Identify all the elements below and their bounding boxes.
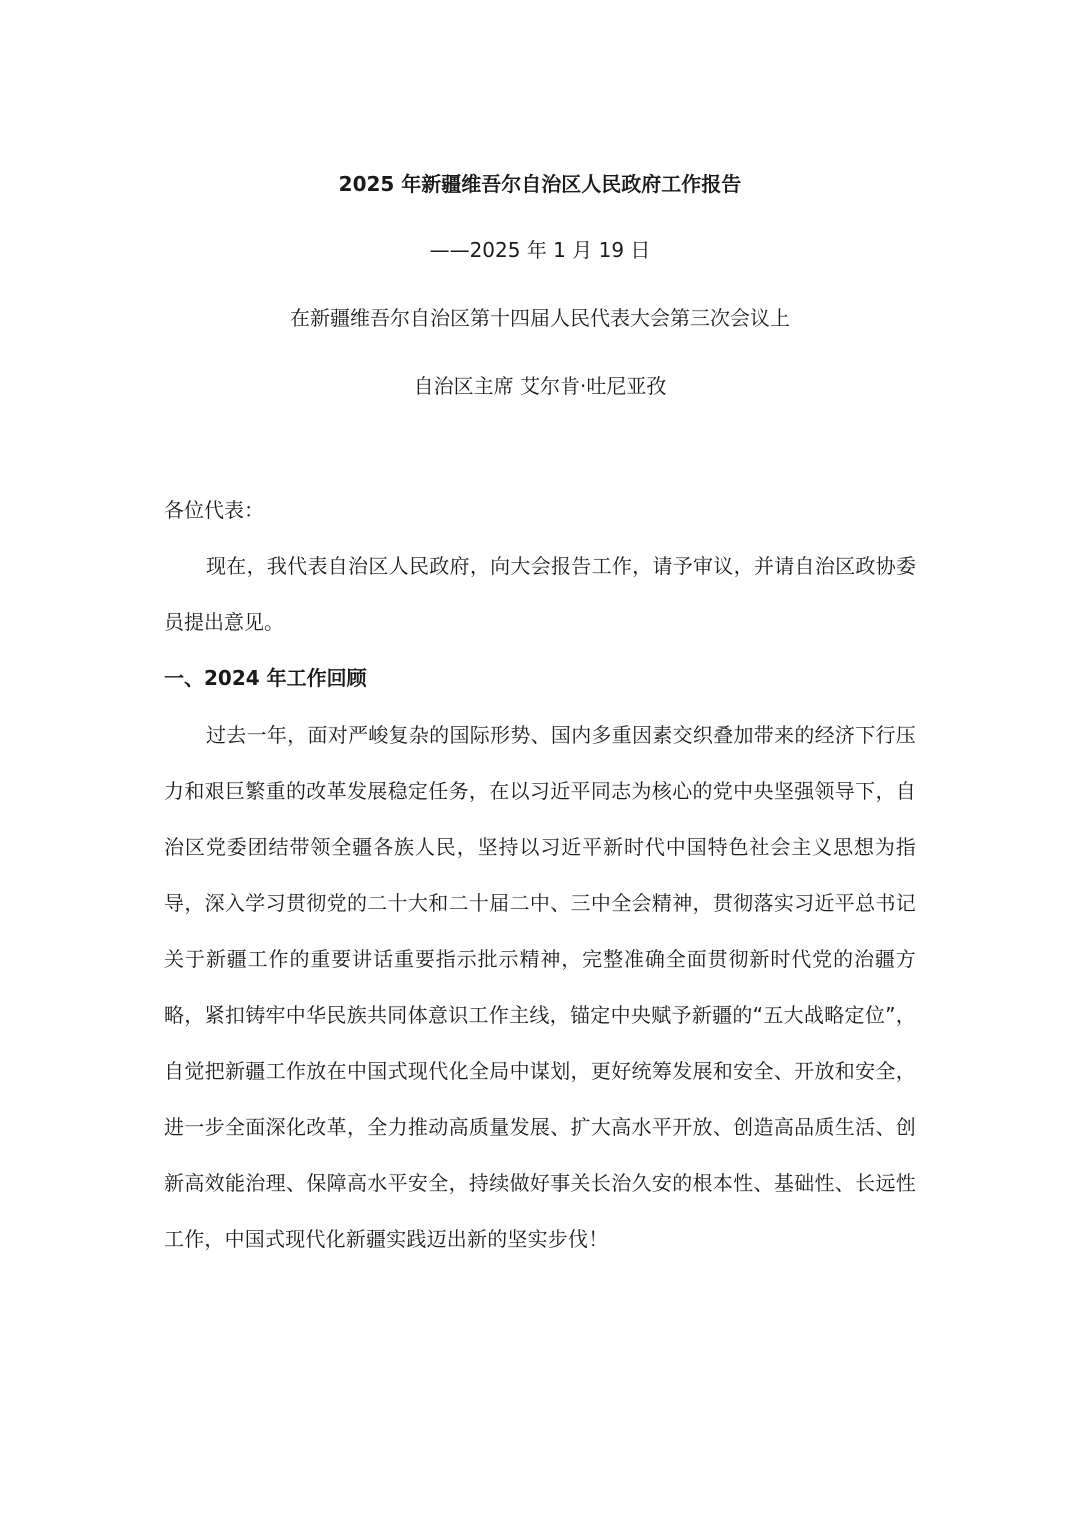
speaker-line: 自治区主席 艾尔肯·吐尼亚孜	[413, 374, 667, 398]
meeting-name: 在新疆维吾尔自治区第十四届人民代表大会第三次会议上	[290, 306, 790, 330]
report-date: ——2025 年 1 月 19 日	[429, 238, 651, 262]
salutation: 各位代表：	[164, 498, 264, 522]
section-heading: 一、2024 年工作回顾	[164, 666, 367, 690]
document-title: 2025 年新疆维吾尔自治区人民政府工作报告	[338, 172, 742, 196]
review-paragraph: 过去一年，面对严峻复杂的国际形势、国内多重因素交织叠加带来的经济下行压力和艰巨繁重的改革发展稳定任务，在以习近平同志为核心的党中央坚强领导下，自治区党委团结带领全疆各族人民，坚持以习近平新时代中国特色社会主义思想为指导，深入学习贯彻党的二十大和二十届二中、三中全会精神，贯彻落实习近平总书记关于新疆工作的重要讲话重要指示批示精神，完整准确全面贯彻新时代党的治疆方略，紧扣铸牢中华民族共同体意识工作主线，锚定中央赋予新疆的“五大战略定位”，自觉把新疆工作放在中国式现代化全局中谋划，更好统筹发展和安全、开放和安全，进一步全面深化改革，全力推动高质量发展、扩大高水平开放、创造高品质生活、创新高效能治理、保障高水平安全，持续做好事关长治久安的根本性、基础性、长远性工作，中国式现代化新疆实践迈出新的坚实步伐！	[164, 723, 916, 1251]
opening-paragraph: 现在，我代表自治区人民政府，向大会报告工作，请予审议，并请自治区政协委员提出意见。	[164, 554, 916, 634]
